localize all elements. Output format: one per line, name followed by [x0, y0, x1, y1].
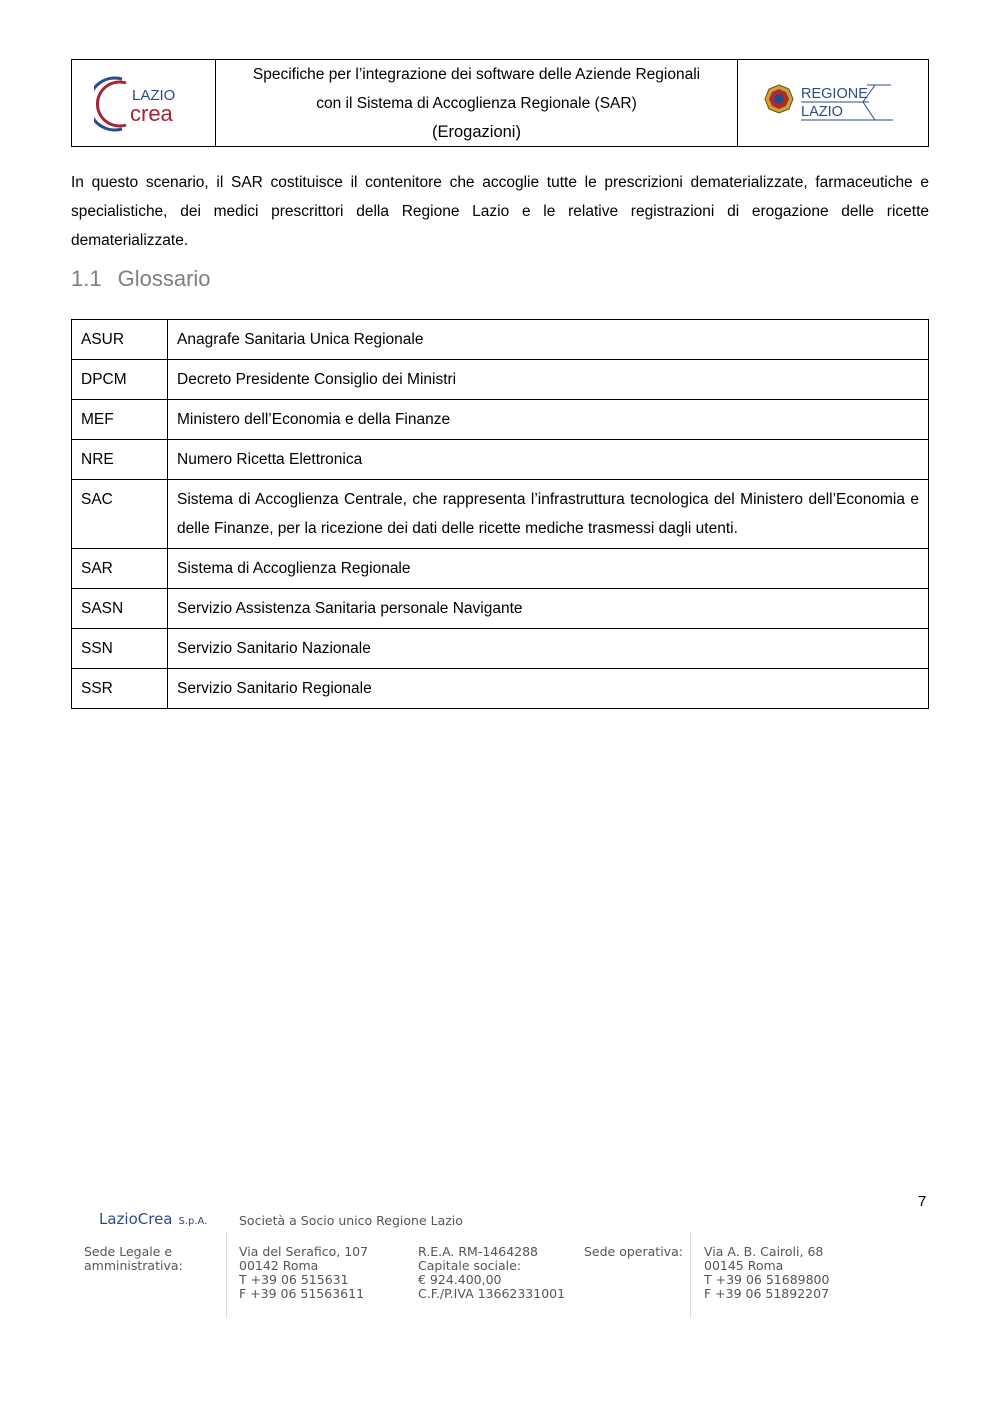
- footer-brand-name: LazioCrea: [99, 1210, 173, 1228]
- laziocrea-logo-icon: [94, 73, 194, 133]
- table-row: [72, 360, 929, 400]
- glossary-term: DPCM: [72, 360, 168, 400]
- footer-divider: [690, 1232, 691, 1318]
- title-line: con il Sistema di Accoglienza Regionale (SAR): [316, 94, 637, 112]
- glossary-term: MEF: [72, 400, 168, 440]
- section-title: Glossario: [117, 266, 211, 291]
- glossary-term: SSN: [72, 629, 168, 669]
- footer-sede-legale: Via del Serafico, 107 00142 Roma T +39 06 515631 F +39 06 51563611: [239, 1244, 369, 1301]
- table-row: [72, 629, 929, 669]
- footer-sede-operativa-label: Sede operativa:: [584, 1244, 683, 1259]
- footer-socio: Società a Socio unico Regione Lazio: [239, 1213, 463, 1228]
- glossary-definition: Sistema di Accoglienza Regionale: [168, 549, 929, 589]
- glossary-definition: Anagrafe Sanitaria Unica Regionale: [168, 320, 929, 360]
- document-title: [216, 60, 738, 146]
- section-heading: [71, 266, 211, 292]
- svg-text:LAZIO: LAZIO: [131, 87, 175, 104]
- footer-brand: [99, 1212, 207, 1229]
- glossary-definition: Sistema di Accoglienza Centrale, che rappresenta l’infrastruttura tecnologica del Ministero dell’Economia e delle Finanze, per la ricezione dei dati delle ricette mediche trasmessi dagli utenti.: [168, 480, 929, 549]
- glossary-definition: Ministero dell’Economia e della Finanze: [168, 400, 929, 440]
- regione-lazio-logo: [738, 60, 928, 146]
- regione-lazio-logo-icon: [763, 78, 903, 128]
- intro-paragraph: In questo scenario, il SAR costituisce il contenitore che accoglie tutte le prescrizioni dematerializzate, farmaceutiche e specialistiche, dei medici prescrittori della Regione Lazio e le relative registrazioni di erogazione delle ricette dematerializzate.: [71, 174, 929, 249]
- svg-text:crea: crea: [129, 101, 173, 126]
- glossary-term: NRE: [72, 440, 168, 480]
- svg-text:LAZIO: LAZIO: [801, 104, 843, 120]
- table-row: [72, 589, 929, 629]
- table-row: [72, 669, 929, 709]
- footer-brand-suffix: S.p.A.: [178, 1216, 208, 1227]
- laziocrea-logo: [72, 60, 216, 146]
- page-header: [71, 59, 929, 147]
- footer-sede-operativa: Via A. B. Cairoli, 68 00145 Roma T +39 06 51689800 F +39 06 51892207: [704, 1244, 830, 1301]
- title-line: (Erogazioni): [432, 122, 521, 141]
- glossary-definition: Numero Ricetta Elettronica: [168, 440, 929, 480]
- table-row: [72, 440, 929, 480]
- svg-text:REGIONE: REGIONE: [801, 86, 868, 102]
- glossary-definition: Decreto Presidente Consiglio dei Ministri: [168, 360, 929, 400]
- table-row: [72, 480, 929, 549]
- glossary-definition: Servizio Assistenza Sanitaria personale Navigante: [168, 589, 929, 629]
- glossary-definition: Servizio Sanitario Nazionale: [168, 629, 929, 669]
- glossary-term: ASUR: [72, 320, 168, 360]
- glossary-term: SSR: [72, 669, 168, 709]
- table-row: [72, 320, 929, 360]
- footer-divider: [226, 1232, 227, 1318]
- glossary-term: SAC: [72, 480, 168, 549]
- footer-sede-legale-label: Sede Legale e amministrativa:: [84, 1244, 183, 1273]
- glossary-term: SAR: [72, 549, 168, 589]
- table-row: [72, 400, 929, 440]
- section-number: 1.1: [71, 266, 102, 291]
- glossary-definition: Servizio Sanitario Regionale: [168, 669, 929, 709]
- footer-company-info: R.E.A. RM-1464288 Capitale sociale: € 924.400,00 C.F./P.IVA 13662331001: [418, 1244, 566, 1301]
- glossary-table: [71, 319, 929, 709]
- glossary-term: SASN: [72, 589, 168, 629]
- page-footer: [84, 1212, 864, 1322]
- page-number: 7: [918, 1193, 927, 1210]
- table-row: [72, 549, 929, 589]
- title-line: Specifiche per l’integrazione dei software delle Aziende Regionali: [252, 65, 701, 83]
